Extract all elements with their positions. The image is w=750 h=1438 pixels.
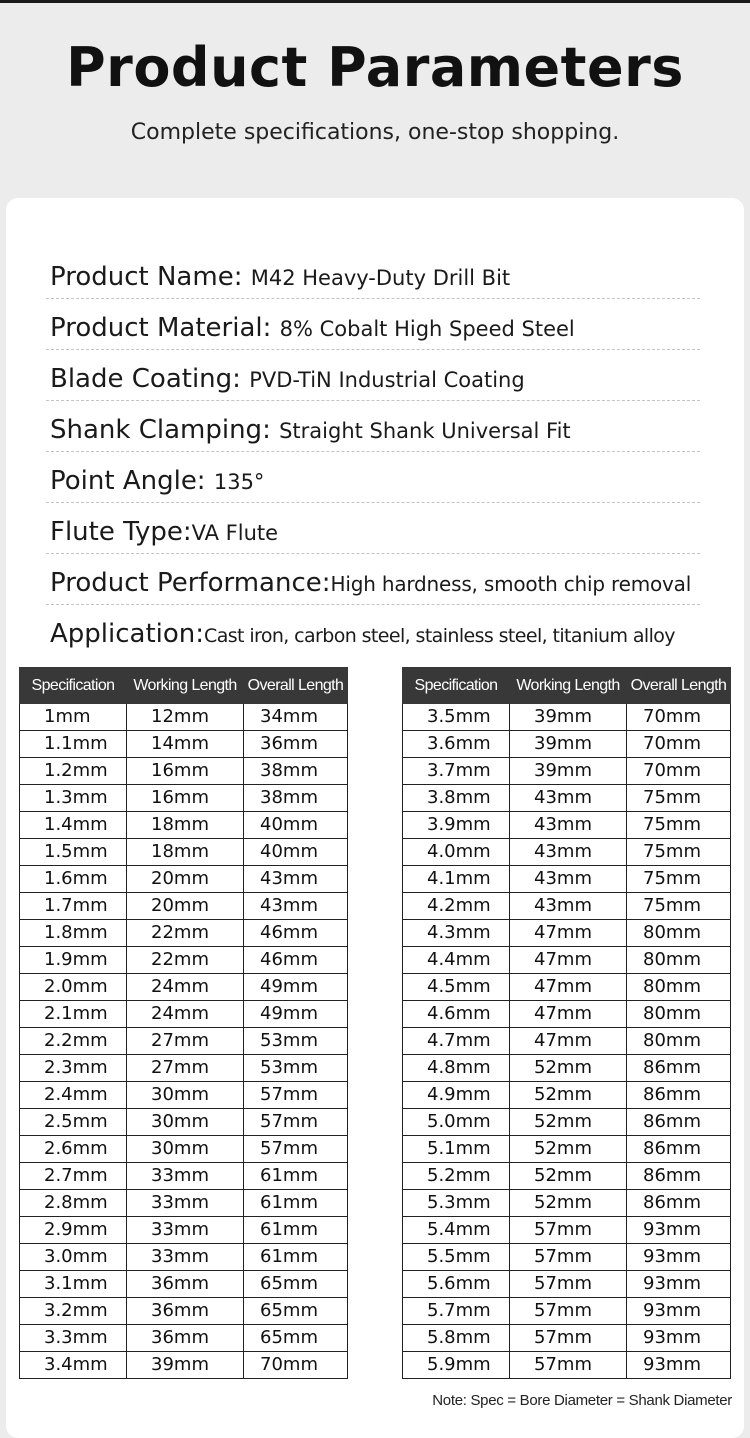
table-row xyxy=(403,839,731,866)
cell-overall-length: 75mm xyxy=(627,893,731,920)
param-key: Point Angle: xyxy=(50,466,214,496)
table-row xyxy=(20,866,348,893)
table-row xyxy=(20,1298,348,1325)
cell-specification: 2.9mm xyxy=(20,1217,127,1244)
cell-overall-length: 86mm xyxy=(627,1055,731,1082)
table-row xyxy=(403,974,731,1001)
param-value: VA Flute xyxy=(191,521,279,545)
cell-specification: 2.1mm xyxy=(20,1001,127,1028)
cell-specification: 5.5mm xyxy=(403,1244,510,1271)
cell-specification: 2.6mm xyxy=(20,1136,127,1163)
cell-working-length: 57mm xyxy=(510,1217,627,1244)
cell-overall-length: 38mm xyxy=(244,785,348,812)
table-row xyxy=(20,1217,348,1244)
cell-overall-length: 65mm xyxy=(244,1271,348,1298)
param-row-shank-clamping xyxy=(46,401,700,452)
cell-specification: 1.1mm xyxy=(20,731,127,758)
table-row xyxy=(403,1082,731,1109)
table-row xyxy=(20,1271,348,1298)
table-row xyxy=(403,1325,731,1352)
table-row xyxy=(20,758,348,785)
cell-specification: 2.0mm xyxy=(20,974,127,1001)
cell-overall-length: 34mm xyxy=(244,704,348,731)
cell-working-length: 12mm xyxy=(127,704,244,731)
cell-specification: 1.5mm xyxy=(20,839,127,866)
header-overall-length: Overall Length xyxy=(627,668,731,704)
parameter-list xyxy=(46,248,700,655)
table-header-row xyxy=(20,668,348,704)
cell-specification: 5.4mm xyxy=(403,1217,510,1244)
table-row xyxy=(20,1325,348,1352)
cell-working-length: 36mm xyxy=(127,1325,244,1352)
table-row xyxy=(20,1109,348,1136)
cell-specification: 3.4mm xyxy=(20,1352,127,1379)
cell-specification: 1.9mm xyxy=(20,947,127,974)
cell-overall-length: 53mm xyxy=(244,1028,348,1055)
cell-working-length: 33mm xyxy=(127,1217,244,1244)
table-row xyxy=(20,1190,348,1217)
cell-overall-length: 80mm xyxy=(627,974,731,1001)
cell-specification: 2.8mm xyxy=(20,1190,127,1217)
cell-working-length: 16mm xyxy=(127,785,244,812)
cell-working-length: 43mm xyxy=(510,839,627,866)
table-row xyxy=(20,785,348,812)
cell-specification: 1.7mm xyxy=(20,893,127,920)
cell-specification: 4.4mm xyxy=(403,947,510,974)
cell-specification: 5.7mm xyxy=(403,1298,510,1325)
cell-overall-length: 80mm xyxy=(627,920,731,947)
cell-overall-length: 38mm xyxy=(244,758,348,785)
table-row xyxy=(403,1163,731,1190)
table-row xyxy=(403,812,731,839)
param-row-blade-coating xyxy=(46,350,700,401)
cell-working-length: 30mm xyxy=(127,1082,244,1109)
param-row-product-performance xyxy=(46,554,700,605)
cell-working-length: 20mm xyxy=(127,866,244,893)
cell-working-length: 18mm xyxy=(127,812,244,839)
table-row xyxy=(20,1136,348,1163)
cell-working-length: 43mm xyxy=(510,893,627,920)
cell-overall-length: 80mm xyxy=(627,1028,731,1055)
cell-working-length: 47mm xyxy=(510,974,627,1001)
cell-overall-length: 61mm xyxy=(244,1190,348,1217)
cell-specification: 3.1mm xyxy=(20,1271,127,1298)
cell-overall-length: 93mm xyxy=(627,1271,731,1298)
table-row xyxy=(403,920,731,947)
param-key: Product Material: xyxy=(50,313,280,343)
cell-overall-length: 70mm xyxy=(627,758,731,785)
cell-working-length: 20mm xyxy=(127,893,244,920)
cell-specification: 5.1mm xyxy=(403,1136,510,1163)
param-value: Cast iron, carbon steel, stainless steel, titanium alloy xyxy=(204,625,675,647)
cell-overall-length: 75mm xyxy=(627,812,731,839)
table-row xyxy=(20,947,348,974)
cell-working-length: 47mm xyxy=(510,920,627,947)
cell-specification: 3.8mm xyxy=(403,785,510,812)
param-value: M42 Heavy-Duty Drill Bit xyxy=(250,266,511,290)
cell-working-length: 39mm xyxy=(510,758,627,785)
param-value: 8% Cobalt High Speed Steel xyxy=(279,317,575,341)
cell-overall-length: 86mm xyxy=(627,1163,731,1190)
table-row xyxy=(403,1190,731,1217)
cell-working-length: 36mm xyxy=(127,1271,244,1298)
cell-working-length: 47mm xyxy=(510,947,627,974)
cell-working-length: 24mm xyxy=(127,1001,244,1028)
table-row xyxy=(403,866,731,893)
cell-specification: 1.8mm xyxy=(20,920,127,947)
table-row xyxy=(20,812,348,839)
cell-overall-length: 40mm xyxy=(244,839,348,866)
table-row xyxy=(403,1055,731,1082)
param-row-product-name xyxy=(46,248,700,299)
cell-overall-length: 61mm xyxy=(244,1217,348,1244)
cell-working-length: 52mm xyxy=(510,1163,627,1190)
cell-specification: 4.2mm xyxy=(403,893,510,920)
cell-working-length: 24mm xyxy=(127,974,244,1001)
cell-overall-length: 57mm xyxy=(244,1109,348,1136)
cell-overall-length: 75mm xyxy=(627,785,731,812)
header-working-length: Working Length xyxy=(127,668,244,704)
table-row xyxy=(403,1028,731,1055)
header-specification: Specification xyxy=(403,668,510,704)
cell-overall-length: 49mm xyxy=(244,974,348,1001)
cell-specification: 1.4mm xyxy=(20,812,127,839)
cell-specification: 5.8mm xyxy=(403,1325,510,1352)
cell-working-length: 14mm xyxy=(127,731,244,758)
table-row xyxy=(20,839,348,866)
param-value: 135° xyxy=(213,470,265,494)
table-row xyxy=(403,1271,731,1298)
cell-specification: 1.6mm xyxy=(20,866,127,893)
cell-overall-length: 57mm xyxy=(244,1082,348,1109)
param-row-product-material xyxy=(46,299,700,350)
header-specification: Specification xyxy=(20,668,127,704)
table-row xyxy=(403,1136,731,1163)
cell-working-length: 27mm xyxy=(127,1055,244,1082)
spec-table-right xyxy=(402,667,731,1379)
page-subtitle: Complete specifications, one-stop shopping. xyxy=(130,120,620,145)
cell-working-length: 57mm xyxy=(510,1298,627,1325)
param-key: Shank Clamping: xyxy=(50,415,280,445)
cell-working-length: 52mm xyxy=(510,1082,627,1109)
table-row xyxy=(20,1163,348,1190)
table-row xyxy=(403,893,731,920)
cell-specification: 4.5mm xyxy=(403,974,510,1001)
cell-working-length: 22mm xyxy=(127,920,244,947)
cell-overall-length: 61mm xyxy=(244,1244,348,1271)
cell-overall-length: 46mm xyxy=(244,947,348,974)
table-row xyxy=(20,920,348,947)
table-row xyxy=(403,947,731,974)
cell-overall-length: 86mm xyxy=(627,1082,731,1109)
cell-working-length: 33mm xyxy=(127,1163,244,1190)
cell-specification: 5.6mm xyxy=(403,1271,510,1298)
cell-overall-length: 65mm xyxy=(244,1325,348,1352)
cell-overall-length: 86mm xyxy=(627,1190,731,1217)
cell-specification: 4.3mm xyxy=(403,920,510,947)
cell-overall-length: 93mm xyxy=(627,1325,731,1352)
top-border xyxy=(0,0,750,3)
cell-specification: 3.0mm xyxy=(20,1244,127,1271)
cell-overall-length: 86mm xyxy=(627,1136,731,1163)
cell-working-length: 33mm xyxy=(127,1244,244,1271)
table-row xyxy=(20,1001,348,1028)
cell-working-length: 57mm xyxy=(510,1271,627,1298)
cell-working-length: 52mm xyxy=(510,1109,627,1136)
cell-working-length: 30mm xyxy=(127,1109,244,1136)
cell-overall-length: 46mm xyxy=(244,920,348,947)
cell-overall-length: 70mm xyxy=(627,731,731,758)
param-row-point-angle xyxy=(46,452,700,503)
cell-specification: 3.3mm xyxy=(20,1325,127,1352)
table-row xyxy=(20,1055,348,1082)
table-row xyxy=(403,758,731,785)
table-row xyxy=(403,1298,731,1325)
cell-specification: 3.7mm xyxy=(403,758,510,785)
cell-working-length: 30mm xyxy=(127,1136,244,1163)
cell-working-length: 39mm xyxy=(127,1352,244,1379)
param-value: PVD-TiN Industrial Coating xyxy=(249,368,525,392)
table-row xyxy=(403,1001,731,1028)
cell-overall-length: 86mm xyxy=(627,1109,731,1136)
table-row xyxy=(20,1352,348,1379)
cell-overall-length: 80mm xyxy=(627,1001,731,1028)
table-row xyxy=(20,704,348,731)
table-row xyxy=(403,704,731,731)
table-row xyxy=(20,1244,348,1271)
table-row xyxy=(20,974,348,1001)
table-row xyxy=(20,1028,348,1055)
cell-specification: 1.3mm xyxy=(20,785,127,812)
cell-specification: 4.1mm xyxy=(403,866,510,893)
cell-specification: 2.7mm xyxy=(20,1163,127,1190)
cell-working-length: 43mm xyxy=(510,812,627,839)
cell-specification: 2.2mm xyxy=(20,1028,127,1055)
param-row-application xyxy=(46,605,700,655)
cell-working-length: 27mm xyxy=(127,1028,244,1055)
param-value: Straight Shank Universal Fit xyxy=(279,419,571,443)
table-row xyxy=(403,1244,731,1271)
cell-specification: 3.6mm xyxy=(403,731,510,758)
cell-overall-length: 53mm xyxy=(244,1055,348,1082)
cell-overall-length: 57mm xyxy=(244,1136,348,1163)
cell-working-length: 52mm xyxy=(510,1136,627,1163)
cell-working-length: 57mm xyxy=(510,1244,627,1271)
table-row xyxy=(20,1082,348,1109)
cell-working-length: 39mm xyxy=(510,731,627,758)
cell-specification: 2.5mm xyxy=(20,1109,127,1136)
cell-specification: 1mm xyxy=(20,704,127,731)
cell-working-length: 18mm xyxy=(127,839,244,866)
table-row xyxy=(20,893,348,920)
header-overall-length: Overall Length xyxy=(244,668,348,704)
cell-overall-length: 43mm xyxy=(244,893,348,920)
cell-specification: 5.2mm xyxy=(403,1163,510,1190)
header-working-length: Working Length xyxy=(510,668,627,704)
cell-specification: 5.3mm xyxy=(403,1190,510,1217)
cell-overall-length: 70mm xyxy=(627,704,731,731)
cell-working-length: 39mm xyxy=(510,704,627,731)
param-key: Product Performance: xyxy=(50,568,331,598)
cell-working-length: 57mm xyxy=(510,1352,627,1379)
param-key: Blade Coating: xyxy=(50,364,250,394)
param-key: Flute Type: xyxy=(50,517,192,547)
cell-specification: 5.9mm xyxy=(403,1352,510,1379)
cell-working-length: 52mm xyxy=(510,1055,627,1082)
cell-overall-length: 70mm xyxy=(244,1352,348,1379)
cell-overall-length: 65mm xyxy=(244,1298,348,1325)
table-row xyxy=(403,731,731,758)
cell-working-length: 16mm xyxy=(127,758,244,785)
cell-working-length: 33mm xyxy=(127,1190,244,1217)
cell-working-length: 47mm xyxy=(510,1028,627,1055)
cell-working-length: 57mm xyxy=(510,1325,627,1352)
param-row-flute-type xyxy=(46,503,700,554)
cell-overall-length: 93mm xyxy=(627,1298,731,1325)
cell-specification: 4.6mm xyxy=(403,1001,510,1028)
cell-overall-length: 75mm xyxy=(627,839,731,866)
param-key: Application: xyxy=(50,619,205,649)
table-row xyxy=(403,1352,731,1379)
cell-overall-length: 61mm xyxy=(244,1163,348,1190)
table-note: Note: Spec = Bore Diameter = Shank Diameter xyxy=(432,1392,732,1409)
cell-overall-length: 75mm xyxy=(627,866,731,893)
cell-specification: 3.2mm xyxy=(20,1298,127,1325)
cell-specification: 2.3mm xyxy=(20,1055,127,1082)
spec-table-left xyxy=(19,667,348,1379)
table-row xyxy=(403,785,731,812)
cell-working-length: 36mm xyxy=(127,1298,244,1325)
cell-working-length: 47mm xyxy=(510,1001,627,1028)
cell-overall-length: 43mm xyxy=(244,866,348,893)
cell-overall-length: 49mm xyxy=(244,1001,348,1028)
table-row xyxy=(403,1109,731,1136)
page-title: Product Parameters xyxy=(66,36,684,99)
cell-specification: 1.2mm xyxy=(20,758,127,785)
cell-specification: 4.8mm xyxy=(403,1055,510,1082)
param-value: High hardness, smooth chip removal xyxy=(330,572,692,596)
cell-working-length: 22mm xyxy=(127,947,244,974)
cell-overall-length: 36mm xyxy=(244,731,348,758)
cell-specification: 4.7mm xyxy=(403,1028,510,1055)
cell-overall-length: 80mm xyxy=(627,947,731,974)
cell-working-length: 52mm xyxy=(510,1190,627,1217)
cell-specification: 4.9mm xyxy=(403,1082,510,1109)
table-row xyxy=(20,731,348,758)
table-header-row xyxy=(403,668,731,704)
cell-overall-length: 93mm xyxy=(627,1244,731,1271)
cell-working-length: 43mm xyxy=(510,866,627,893)
cell-specification: 5.0mm xyxy=(403,1109,510,1136)
param-key: Product Name: xyxy=(50,262,251,292)
table-row xyxy=(403,1217,731,1244)
cell-specification: 2.4mm xyxy=(20,1082,127,1109)
cell-overall-length: 93mm xyxy=(627,1352,731,1379)
cell-specification: 3.5mm xyxy=(403,704,510,731)
cell-overall-length: 93mm xyxy=(627,1217,731,1244)
cell-specification: 3.9mm xyxy=(403,812,510,839)
cell-specification: 4.0mm xyxy=(403,839,510,866)
cell-working-length: 43mm xyxy=(510,785,627,812)
cell-overall-length: 40mm xyxy=(244,812,348,839)
